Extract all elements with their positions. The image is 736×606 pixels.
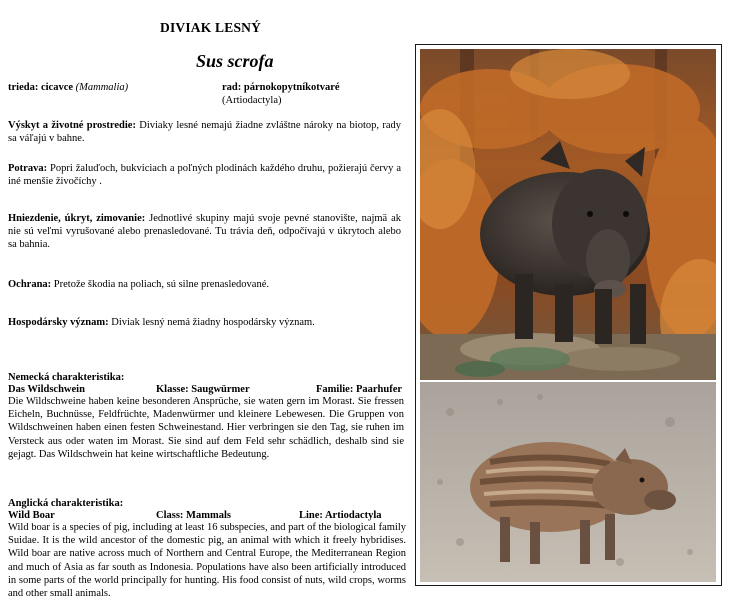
adult-boar-image	[420, 49, 716, 380]
class-label: trieda:	[8, 82, 39, 93]
adult-boar-photo	[420, 49, 716, 380]
order-latin: (Artiodactyla)	[222, 95, 282, 106]
german-text: Die Wildschweine haben keine besonderen Ansprüche, sie waten gern im Morast. Sie fressen Eicheln, Buchnüsse, Feldfrüchte, Madenwürmer und kleinere Lebewesen. Die Gruppen von Wildschweinen haben einen festen Schweinestand. Hier verbringen sie den Tag, sie ruhen im Versteck aus oder waten im Morast. Sie sind auf dem Feld sehr schädlich, deshalb sind sie gejagt. Das Wildschwein hat keine wirtschaftliche Bedeutung.	[8, 396, 404, 460]
protection-label: Ochrana:	[8, 279, 52, 290]
nesting-label: Hniezdenie, úkryt, zimovanie:	[8, 213, 146, 224]
page-title: DIVIAK LESNÝ	[160, 20, 262, 35]
class-value: cicavce	[40, 82, 74, 93]
habitat-label: Výskyt a životné prostredie:	[8, 120, 136, 131]
piglet-photo	[420, 382, 716, 582]
food-label: Potrava:	[8, 163, 48, 174]
habitat-text: Diviaky lesné nemajú žiadne zvláštne nároky na biotop, rady sa váľajú v bahne.	[8, 120, 401, 145]
order-value: párnokopytníkotvaré	[243, 82, 340, 93]
order-row	[222, 81, 340, 94]
english-heading: Anglická charakteristika:	[8, 498, 124, 509]
german-family: Familie: Paarhufer	[316, 384, 403, 395]
class-latin: (Mammalia)	[75, 82, 129, 93]
habitat-section	[8, 119, 401, 145]
nesting-section	[8, 212, 401, 252]
class-row	[8, 81, 128, 94]
german-name: Das Wildschwein	[8, 384, 85, 395]
order-label: rad:	[222, 82, 242, 93]
german-heading: Nemecká charakteristika:	[8, 372, 125, 383]
food-section	[8, 162, 401, 188]
economic-text: Diviak lesný nemá žiadny hospodársky význam.	[108, 317, 315, 328]
protection-section	[8, 278, 401, 291]
food-text: Popri žaluďoch, bukviciach a poľných plodinách každého druhu, požierajú červy a iné menšie živočíchy .	[8, 163, 401, 188]
piglet-image	[420, 382, 716, 582]
economic-label: Hospodársky význam:	[8, 317, 109, 328]
english-line: Line: Artiodactyla	[299, 510, 382, 521]
english-name: Wild Boar	[8, 510, 55, 521]
latin-name: Sus scrofa	[196, 51, 274, 71]
protection-text: Pretože škodia na poliach, sú silne prenasledované.	[51, 279, 269, 290]
nesting-text: Jednotlivé skupiny majú svoje pevné stanovište, najmä ak nie sú veľmi vyrušované alebo prenasledované. Tu trávia deň, odpočívajú v úkrytoch alebo sa bahnia.	[8, 213, 401, 251]
economic-section	[8, 316, 401, 329]
english-class: Class: Mammals	[156, 510, 231, 521]
german-class: Klasse: Saugwürmer	[156, 384, 250, 395]
english-text: Wild boar is a species of pig, including at least 16 subspecies, and part of the biological family Suidae. It is the wild ancestor of the domestic pig, an animal with which it freely hybridises. Wild boar are native across much of Northern and Central Europe, the Mediterranean Region and much of Asia as far south as Indonesia. Populations have also been artificially introduced in some parts of the world principally for hunting. His food consist of nuts, wild crops, worms and other small animals.	[8, 522, 406, 600]
